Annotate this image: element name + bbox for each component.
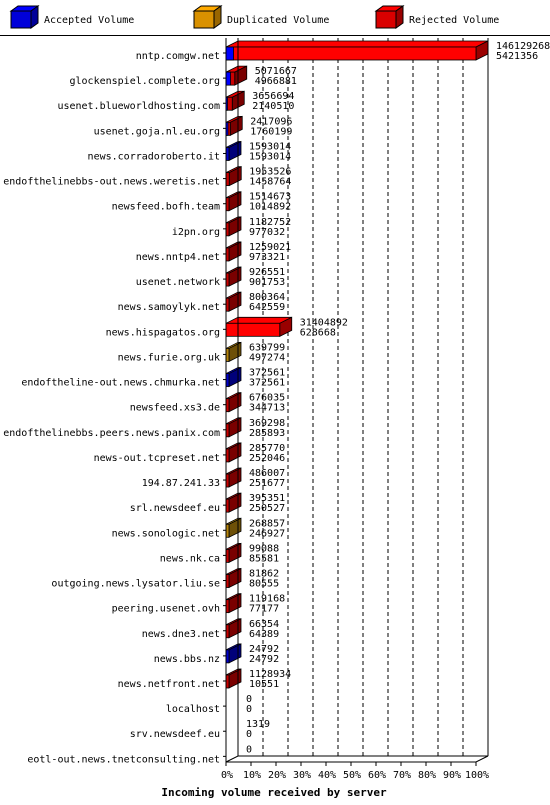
- x-axis-label: Incoming volume received by server: [161, 786, 387, 799]
- server-label: srv.newsdeef.eu: [129, 729, 220, 741]
- value-label-accepted: 246927: [249, 528, 286, 540]
- value-label-accepted: 344713: [249, 402, 286, 414]
- value-label-total: 31404892: [299, 317, 348, 329]
- x-tick-label: 20%: [267, 770, 287, 781]
- x-tick-label: 70%: [392, 770, 412, 781]
- server-label: news.nk.ca: [159, 553, 220, 565]
- server-label: localhost: [165, 704, 220, 716]
- server-label: endofthelinebbs.peers.news.panix.com: [3, 427, 220, 439]
- server-label: news.netfront.net: [117, 679, 220, 690]
- server-label: news.samoylyk.net: [117, 302, 220, 314]
- server-label: peering.usenet.ovh: [111, 603, 220, 615]
- value-label-accepted: 901753: [249, 277, 286, 289]
- value-label-accepted: 80555: [249, 578, 280, 590]
- x-tick-label: 80%: [417, 770, 437, 781]
- x-tick-label: 50%: [342, 770, 362, 781]
- server-label: newsfeed.bofh.team: [111, 201, 220, 213]
- legend-label: Duplicated Volume: [227, 15, 330, 26]
- server-label: glockenspiel.complete.org: [69, 76, 220, 88]
- value-label-accepted: 250527: [249, 503, 286, 515]
- value-label-accepted: 5421356: [496, 51, 539, 62]
- server-label: news.hispagatos.org: [105, 327, 220, 339]
- server-label: eotl-out.news.tnetconsulting.net: [27, 754, 220, 766]
- server-label: i2pn.org: [171, 226, 220, 238]
- value-label-total: 1128934: [249, 669, 292, 680]
- value-label-total: 3656694: [252, 91, 295, 103]
- accepted-segment: [226, 72, 231, 85]
- server-label: news.sonologic.net: [111, 528, 220, 540]
- value-label-accepted: 372561: [249, 377, 286, 389]
- server-label: usenet.blueworldhosting.com: [57, 101, 220, 113]
- x-tick-label: 100%: [464, 770, 490, 781]
- server-label: news.corradoroberto.it: [87, 151, 220, 163]
- server-label: srl.newsdeef.eu: [129, 503, 220, 515]
- server-label: news.furie.org.uk: [117, 352, 220, 364]
- value-label-accepted: 642559: [249, 302, 286, 314]
- value-label-total: 800364: [249, 292, 286, 304]
- x-axis-floor: [226, 756, 488, 762]
- server-label: endofthelinebbs-out.news.weretis.net: [3, 176, 220, 188]
- value-label-total: 372561: [249, 367, 286, 379]
- legend-swatch: [11, 11, 31, 28]
- value-label-total: 99088: [249, 543, 280, 555]
- x-tick-label: 30%: [292, 770, 312, 781]
- value-label-accepted: 4966881: [254, 76, 297, 88]
- x-tick-label: 0%: [220, 770, 234, 781]
- server-label: newsfeed.xs3.de: [129, 402, 220, 414]
- value-label-total: 676035: [249, 392, 286, 404]
- server-label: news.nntp4.net: [135, 251, 220, 263]
- server-label: news.dne3.net: [141, 628, 220, 640]
- value-label-total: 369298: [249, 417, 286, 429]
- legend-swatch: [376, 11, 396, 28]
- value-label-total: 1259021: [249, 241, 292, 253]
- value-label-accepted: 1458764: [249, 176, 292, 188]
- server-label: news-out.tcpreset.net: [93, 452, 220, 464]
- bar: [226, 47, 476, 60]
- server-label: 194.87.241.33: [141, 478, 220, 490]
- value-label-accepted: 0: [246, 729, 253, 741]
- value-label-accepted: 1760199: [250, 126, 293, 138]
- value-label-accepted: 77177: [249, 603, 280, 615]
- x-tick-label: 40%: [317, 770, 337, 781]
- value-label-total: 1593014: [249, 141, 292, 153]
- value-label-accepted: 252046: [249, 452, 286, 464]
- value-label-total: 119168: [249, 593, 286, 605]
- value-label-total: 0: [246, 694, 253, 706]
- value-label-total: 926551: [249, 267, 286, 279]
- value-label-total: 395351: [249, 493, 286, 505]
- server-label: outgoing.news.lysator.liu.se: [51, 578, 220, 590]
- legend-label: Accepted Volume: [44, 15, 135, 26]
- value-label-total: 1319: [246, 719, 271, 731]
- value-label-total: 1182752: [249, 216, 292, 228]
- value-label-total: 1514673: [249, 191, 292, 203]
- value-label-accepted: 1014892: [249, 201, 292, 213]
- value-label-total: 639799: [249, 342, 286, 354]
- value-label-total: 268857: [249, 518, 286, 530]
- legend-label: Rejected Volume: [409, 15, 500, 26]
- x-tick-label: 90%: [442, 770, 462, 781]
- server-label: endoftheline-out.news.chmurka.net: [21, 377, 220, 389]
- legend-swatch: [194, 11, 214, 28]
- value-label-total: 146129268: [496, 41, 550, 52]
- value-label-total: 5071667: [254, 66, 297, 78]
- value-label-total: 66354: [249, 618, 280, 630]
- bar: [226, 323, 280, 336]
- value-label-accepted: 24792: [249, 653, 280, 665]
- value-label-total: 81862: [249, 568, 280, 580]
- value-label-accepted: 64389: [249, 628, 280, 640]
- value-label-accepted: 85581: [249, 553, 280, 565]
- value-label-accepted: 251677: [249, 478, 286, 490]
- server-label: nntp.comgw.net: [135, 51, 220, 62]
- value-label-total: 486007: [249, 468, 286, 480]
- bar-top: [226, 41, 488, 47]
- value-label-total: 2417096: [250, 116, 293, 128]
- value-label-accepted: 285893: [249, 427, 286, 439]
- value-label-total: 285770: [249, 442, 286, 454]
- value-label-total: 24792: [249, 643, 280, 655]
- value-label-accepted: 1593014: [249, 151, 292, 163]
- server-label: news.bbs.nz: [153, 653, 220, 665]
- value-label-total: 0: [246, 744, 253, 756]
- accepted-segment: [226, 47, 234, 60]
- value-label-accepted: 628668: [299, 327, 336, 339]
- server-label: usenet.goja.nl.eu.org: [93, 126, 220, 138]
- x-tick-label: 60%: [367, 770, 387, 781]
- value-label-accepted: 2140510: [252, 101, 295, 113]
- server-label: usenet.network: [135, 277, 220, 289]
- value-label-accepted: 497274: [249, 352, 286, 364]
- value-label-accepted: 0: [246, 704, 253, 716]
- value-label-accepted: 977032: [249, 226, 286, 238]
- x-tick-label: 10%: [242, 770, 262, 781]
- value-label-total: 1953526: [249, 166, 292, 178]
- value-label-accepted: 10551: [249, 679, 280, 690]
- value-label-accepted: 973321: [249, 251, 286, 263]
